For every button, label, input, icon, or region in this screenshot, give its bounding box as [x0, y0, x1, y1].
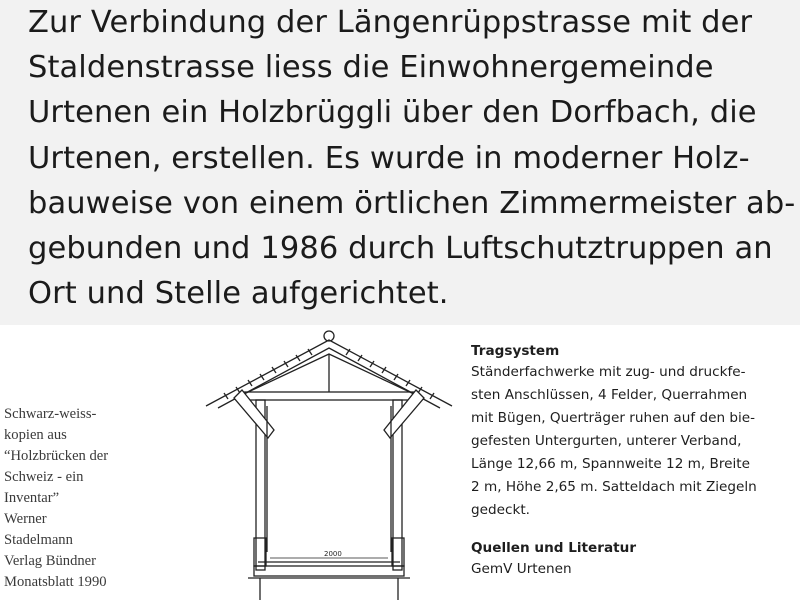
- tragsystem-line: mit Bügen, Querträger ruhen auf den bie-: [471, 410, 756, 426]
- main-line: gebunden und 1986 durch Luftschutztruppen an: [28, 231, 773, 267]
- bridge-cross-section-drawing: [204, 326, 456, 600]
- main-line: bauweise von einem örtlichen Zimmermeister ab-: [28, 185, 796, 221]
- knee-brace-right: [384, 390, 424, 438]
- dimension-label: 2000: [324, 550, 342, 558]
- tragsystem-line: sten Anschlüssen, 4 Felder, Querrahmen: [471, 387, 748, 403]
- main-line: Ort und Stelle aufgerichtet.: [28, 276, 449, 312]
- tragsystem-line: Länge 12,66 m, Spannweite 12 m, Breite: [471, 456, 750, 472]
- tragsystem-line: gefesten Untergurten, unterer Verband,: [471, 433, 742, 449]
- tie-beam: [244, 392, 414, 400]
- sources-heading: Quellen und Literatur: [471, 540, 637, 556]
- image-source-caption: [4, 404, 154, 593]
- caption-line: Werner: [4, 511, 47, 527]
- main-line: Zur Verbindung der Längenrüppstrasse mit der: [28, 5, 753, 40]
- technical-description: [471, 341, 796, 581]
- caption-line: Verlag Bündner: [4, 553, 96, 569]
- main-line: Urtenen, erstellen. Es wurde in moderner Holz-: [28, 140, 750, 176]
- main-paragraph: [28, 0, 796, 316]
- caption-line: Schweiz - ein: [4, 469, 84, 485]
- main-line: Staldenstrasse liess die Einwohnergemeinde: [28, 50, 714, 86]
- caption-line: kopien aus: [4, 427, 67, 443]
- main-line: Urtenen ein Holzbrüggli über den Dorfbach, die: [28, 95, 757, 131]
- tragsystem-line: Ständerfachwerke mit zug- und druckfe-: [471, 364, 746, 380]
- tragsystem-body: [471, 361, 796, 522]
- sources-text: GemV Urtenen: [471, 561, 572, 577]
- caption-line: Inventar”: [4, 490, 60, 506]
- tragsystem-line: gedeckt.: [471, 502, 530, 518]
- caption-line: Monatsblatt 1990: [4, 574, 107, 590]
- tragsystem-line: 2 m, Höhe 2,65 m. Satteldach mit Ziegeln: [471, 479, 757, 495]
- knee-brace-left: [234, 390, 274, 438]
- tragsystem-heading: Tragsystem: [471, 343, 560, 359]
- caption-line: Stadelmann: [4, 532, 73, 548]
- deck-beam: [254, 566, 404, 576]
- caption-line: Schwarz-weiss-: [4, 406, 97, 422]
- caption-line: “Holzbrücken der: [4, 448, 109, 464]
